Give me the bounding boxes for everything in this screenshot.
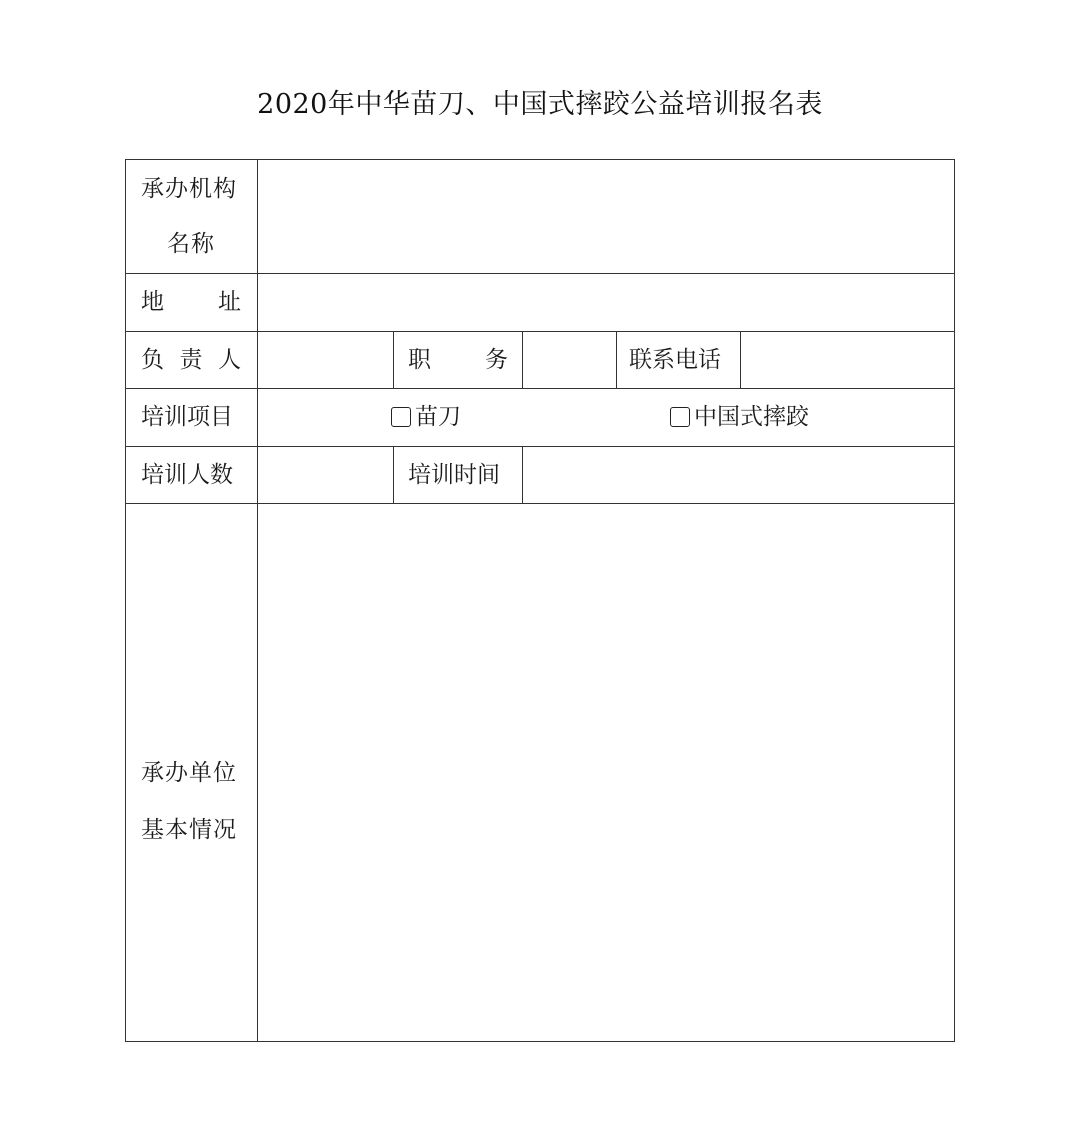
row-divider [126, 503, 954, 504]
form-title: 2020年中华苗刀、中国式摔跤公益培训报名表 [257, 89, 823, 120]
position-label [408, 349, 508, 372]
row-divider [126, 388, 954, 389]
cell-divider [393, 446, 394, 503]
trainee-count-label: 培训人数 [141, 462, 233, 488]
checkbox-icon[interactable] [670, 407, 690, 427]
basic-info-label-line2: 基本情况 [141, 817, 237, 843]
cell-divider [393, 331, 394, 388]
checkbox-icon[interactable] [391, 407, 411, 427]
registration-form-table [125, 159, 955, 1042]
cell-divider [522, 331, 523, 388]
person-in-charge-label [141, 349, 241, 372]
basic-info-label-line1: 承办单位 [141, 760, 237, 786]
row-divider [126, 273, 954, 274]
phone-label: 联系电话 [629, 347, 721, 373]
training-time-label: 培训时间 [408, 462, 500, 488]
training-project-label: 培训项目 [141, 404, 233, 430]
person-label-char: 人 [218, 347, 241, 373]
cell-divider [740, 331, 741, 388]
cell-divider [522, 446, 523, 503]
cell-divider [616, 331, 617, 388]
option-chinese-wrestling-label: 中国式摔跤 [694, 404, 809, 430]
address-label-char: 地 [141, 289, 164, 315]
position-field[interactable] [527, 336, 611, 384]
address-label-char: 址 [218, 289, 241, 315]
basic-info-field[interactable] [268, 512, 948, 1032]
position-label-char: 职 [408, 347, 431, 373]
person-label-char: 责 [179, 347, 203, 373]
label-column-divider [257, 160, 258, 1041]
trainee-count-field[interactable] [262, 451, 388, 499]
org-name-label-line2: 名称 [167, 231, 215, 257]
person-label-char: 负 [141, 347, 164, 373]
option-chinese-wrestling[interactable] [670, 406, 809, 429]
row-divider [126, 446, 954, 447]
address-field[interactable] [268, 280, 948, 325]
address-label [141, 291, 241, 314]
person-in-charge-field[interactable] [262, 336, 388, 384]
org-name-field[interactable] [268, 170, 948, 265]
phone-field[interactable] [745, 336, 949, 384]
org-name-label-line1: 承办机构 [141, 176, 237, 202]
option-miaodao-label: 苗刀 [415, 404, 461, 430]
option-miaodao[interactable] [391, 406, 461, 429]
row-divider [126, 331, 954, 332]
position-label-char: 务 [485, 347, 508, 373]
training-time-field[interactable] [527, 451, 949, 499]
